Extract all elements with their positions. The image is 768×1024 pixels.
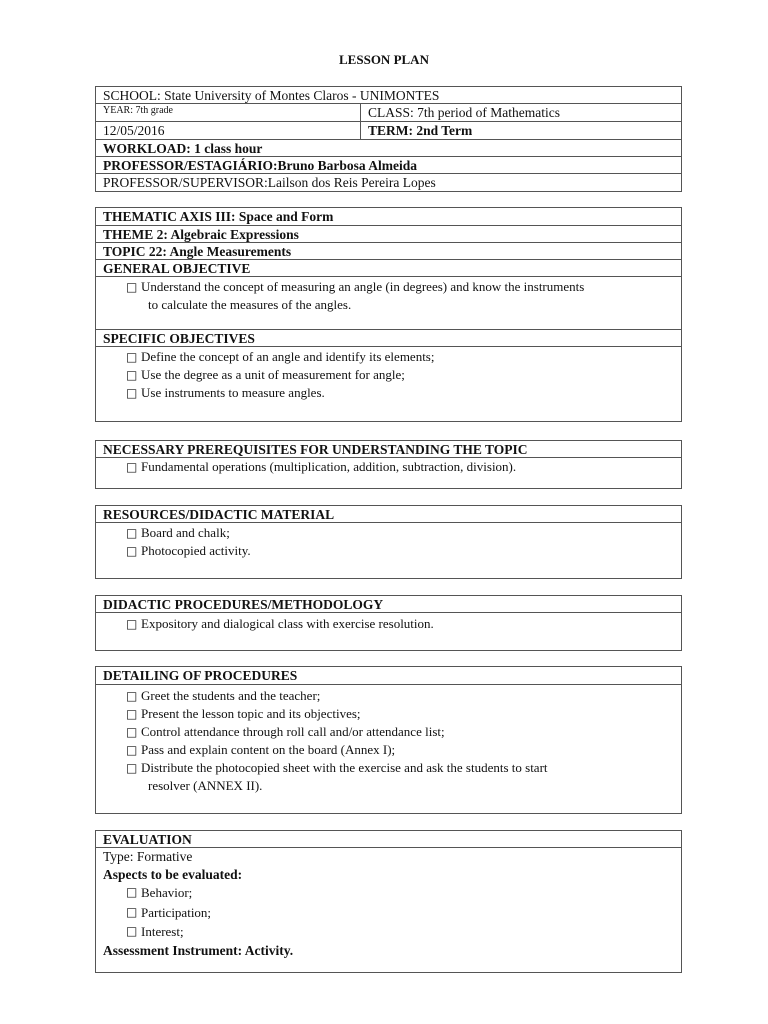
date-term-row	[96, 122, 681, 140]
general-objective-line-1: Understand the concept of measuring an angle (in degrees) and know the instruments	[141, 279, 585, 294]
list-item-text: Board and chalk;	[141, 525, 230, 540]
list-item	[96, 922, 681, 942]
header-table	[95, 86, 682, 192]
list-item-text: Fundamental operations (multiplication, addition, subtraction, division).	[141, 459, 517, 474]
topic-table	[95, 207, 682, 422]
checkbox-bullet-icon: □	[126, 368, 138, 382]
prerequisites-heading: NECESSARY PREREQUISITES FOR UNDERSTANDING THE TOPIC	[96, 441, 681, 458]
procedures-table	[95, 666, 682, 814]
list-item	[96, 366, 681, 384]
resources-heading: RESOURCES/DIDACTIC MATERIAL	[96, 506, 681, 523]
list-item-text: Use the degree as a unit of measurement for angle;	[141, 367, 405, 382]
checkbox-bullet-icon: □	[126, 689, 138, 703]
school-row	[96, 87, 681, 104]
list-item-text: Behavior;	[141, 885, 193, 900]
evaluation-heading: EVALUATION	[96, 831, 681, 848]
specific-objectives-body	[96, 347, 681, 421]
list-item	[96, 759, 681, 795]
checkbox-bullet-icon: □	[126, 743, 138, 757]
document-title: LESSON PLAN	[339, 52, 429, 67]
checkbox-bullet-icon: □	[126, 725, 138, 739]
theme-row: THEME 2: Algebraic Expressions	[96, 226, 681, 243]
methodology-body	[96, 613, 681, 650]
resources-table	[95, 505, 682, 579]
school-text: SCHOOL: State University of Montes Claros - UNIMONTES	[103, 88, 440, 103]
general-objective-line-2: to calculate the measures of the angles.	[148, 297, 352, 312]
checkbox-bullet-icon: □	[126, 280, 138, 294]
prerequisites-table	[95, 440, 682, 489]
evaluation-body	[96, 848, 681, 972]
checkbox-bullet-icon: □	[126, 350, 138, 364]
list-item	[96, 903, 681, 923]
list-item	[96, 615, 681, 633]
list-item-text: Interest;	[141, 924, 184, 939]
list-item-text: Distribute the photocopied sheet with the exercise and ask the students to start	[141, 760, 548, 775]
list-item	[96, 524, 681, 542]
checkbox-bullet-icon: □	[126, 924, 138, 938]
checkbox-bullet-icon: □	[126, 460, 138, 474]
assessment-instrument: Assessment Instrument: Activity.	[103, 942, 294, 958]
list-item-text: Expository and dialogical class with exercise resolution.	[141, 616, 434, 631]
list-item-text: Participation;	[141, 904, 212, 920]
procedures-heading: DETAILING OF PROCEDURES	[96, 667, 681, 685]
year-class-row	[96, 104, 681, 122]
methodology-heading: DIDACTIC PROCEDURES/METHODOLOGY	[96, 596, 681, 613]
checkbox-bullet-icon: □	[126, 904, 138, 919]
list-item	[96, 348, 681, 366]
checkbox-bullet-icon: □	[126, 386, 138, 400]
year-cell: YEAR: 7th grade	[96, 104, 361, 121]
list-item	[96, 458, 681, 476]
methodology-table	[95, 595, 682, 651]
aspects-heading: Aspects to be evaluated:	[103, 866, 243, 882]
professor-intern-row: PROFESSOR/ESTAGIÁRIO:Bruno Barbosa Almeida	[96, 157, 681, 174]
checkbox-bullet-icon: □	[126, 885, 138, 899]
list-item	[96, 542, 681, 560]
list-item-text: Greet the students and the teacher;	[141, 688, 321, 703]
checkbox-bullet-icon: □	[126, 544, 138, 558]
date-cell: 12/05/2016	[96, 122, 361, 139]
list-item-text: Present the lesson topic and its objectives;	[141, 706, 361, 721]
list-item-text: Control attendance through roll call and/or attendance list;	[141, 724, 445, 739]
resources-body	[96, 523, 681, 578]
list-item-text: Use instruments to measure angles.	[141, 385, 325, 400]
evaluation-type: Type: Formative	[103, 849, 193, 864]
term-cell: TERM: 2nd Term	[368, 123, 473, 138]
professor-supervisor-row: PROFESSOR/SUPERVISOR:Lailson dos Reis Pereira Lopes	[103, 175, 436, 190]
list-item	[96, 723, 681, 741]
general-objective-heading: GENERAL OBJECTIVE	[96, 260, 681, 277]
general-objective-body	[96, 277, 681, 330]
checkbox-bullet-icon: □	[126, 617, 138, 631]
list-item-text-continued: resolver (ANNEX II).	[148, 778, 263, 793]
topic-row: TOPIC 22: Angle Measurements	[96, 243, 681, 260]
list-item-text: Photocopied activity.	[141, 543, 251, 558]
list-item	[96, 687, 681, 705]
workload-row: WORKLOAD: 1 class hour	[96, 140, 681, 157]
list-item	[96, 741, 681, 759]
list-item-text: Define the concept of an angle and identify its elements;	[141, 349, 435, 364]
checkbox-bullet-icon: □	[126, 707, 138, 721]
thematic-axis-row: THEMATIC AXIS III: Space and Form	[96, 208, 681, 226]
list-item-text: Pass and explain content on the board (Annex I);	[141, 742, 396, 757]
checkbox-bullet-icon: □	[126, 761, 138, 775]
prerequisites-body	[96, 458, 681, 488]
list-item	[96, 883, 681, 903]
procedures-body	[96, 685, 681, 813]
checkbox-bullet-icon: □	[126, 526, 138, 540]
list-item	[96, 384, 681, 402]
specific-objectives-heading: SPECIFIC OBJECTIVES	[96, 330, 681, 347]
general-objective-item	[96, 278, 681, 314]
evaluation-table	[95, 830, 682, 973]
class-cell: CLASS: 7th period of Mathematics	[368, 105, 560, 120]
list-item	[96, 705, 681, 723]
